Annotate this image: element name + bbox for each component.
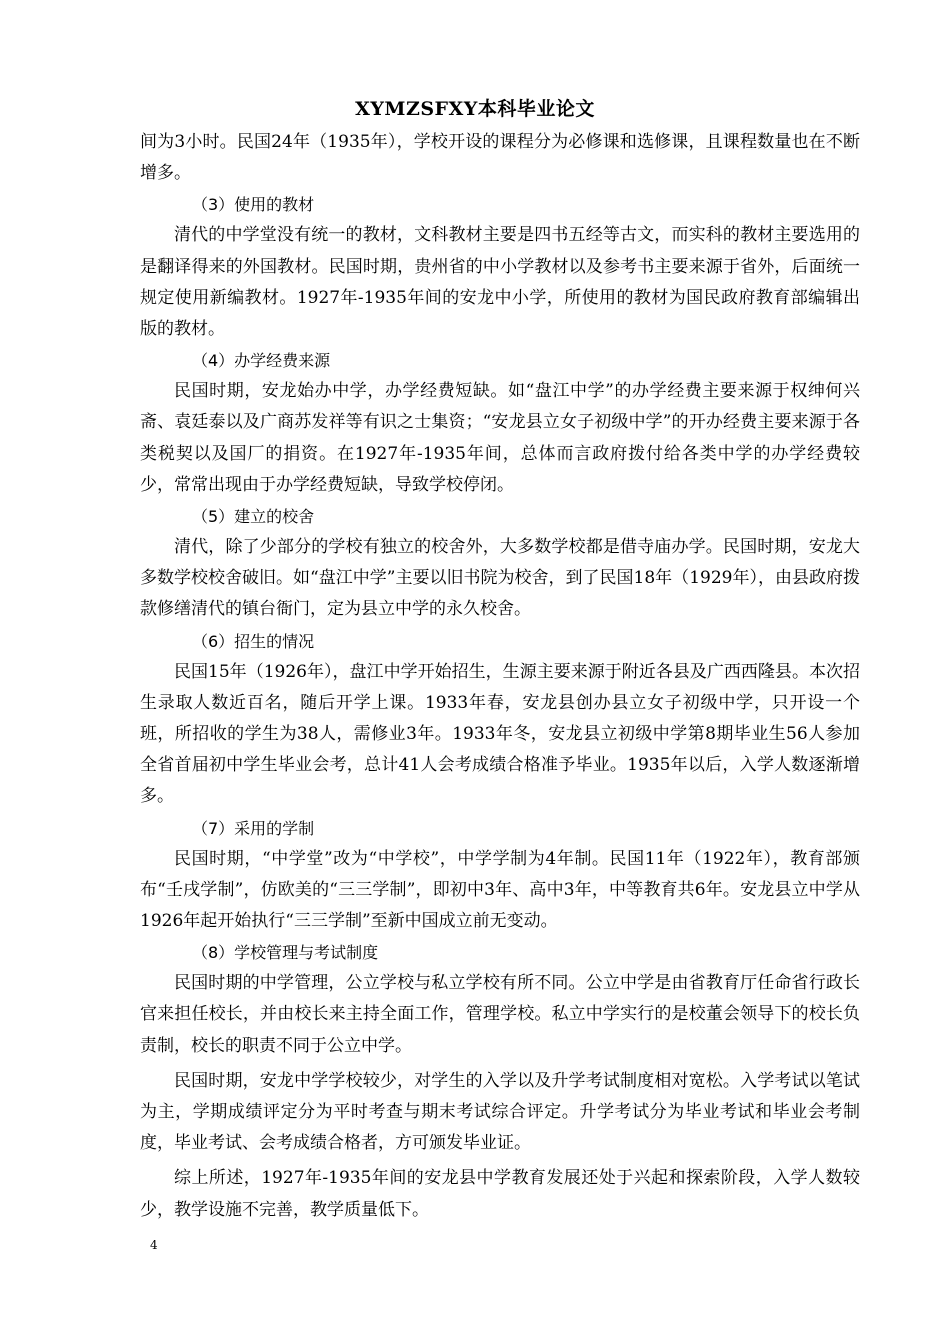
paragraph-enrollment: 民国15年（1926年），盘江中学开始招生，生源主要来源于附近各县及广西西隆县。本次招生录取人数近百名，随后开学上课。1933年春，安龙县创办县立女子初级中学，只开设一个班，所招收的学生为38人，需修业3年。1933年冬，安龙县立初级中学第8期毕业生56人参加全省首届初中学生毕业会考，总计41人会考成绩合格准予毕业。1935年以后，入学人数逐渐增多。 [140,661,860,807]
paragraph-school-system: 民国时期，“中学堂”改为“中学校”，中学学制为4年制。民国11年（1922年），教育部颁布“壬戌学制”，仿欧美的“三三学制”，即初中3年、高中3年，中等教育共6年。安龙县立中学从1926年起开始执行“三三学制”至新中国成立前无变动。 [140,848,860,932]
paragraph-conclusion: 综上所述，1927年-1935年间的安龙县中学教育发展还处于兴起和探索阶段，入学人数较少，教学设施不完善，教学质量低下。 [140,1168,860,1220]
page-number: 4 [150,1238,158,1252]
section-heading-funding: （4）办学经费来源 [192,351,331,371]
section-heading-management: （8）学校管理与考试制度 [192,943,379,963]
paragraph-textbooks: 清代的中学堂没有统一的教材，文科教材主要是四书五经等古文，而实科的教材主要选用的是翻译得来的外国教材。民国时期，贵州省的中小学教材以及参考书主要来源于省外，后面统一规定使用新编教材。1927年-1935年间的安龙中小学，所使用的教材为国民政府教育部编辑出版的教材。 [140,225,860,340]
section-heading-campus: （5）建立的校舍 [192,507,315,527]
page-header: XYMZSFXY本科毕业论文 [355,98,595,120]
section-heading-school-system: （7）采用的学制 [192,818,315,838]
section-heading-textbooks: （3）使用的教材 [192,195,315,215]
paragraph-exams: 民国时期，安龙中学学校较少，对学生的入学以及升学考试制度相对宽松。入学考试以笔试为主，学期成绩评定分为平时考查与期末考试综合评定。升学考试分为毕业考试和毕业会考制度，毕业考试、会考成绩合格者，方可颁发毕业证。 [140,1070,860,1154]
paragraph-funding: 民国时期，安龙始办中学，办学经费短缺。如“盘江中学”的办学经费主要来源于权绅何兴斋、袁廷泰以及广商苏发祥等有识之士集资；“安龙县立女子初级中学”的开办经费主要来源于各类税契以及国厂的捐资。在1927年-1935年间，总体而言政府拨付给各类中学的办学经费较少，常常出现由于办学经费短缺，导致学校停闭。 [140,381,860,495]
paragraph-campus: 清代，除了少部分的学校有独立的校舍外，大多数学校都是借寺庙办学。民国时期，安龙大多数学校校舍破旧。如“盘江中学”主要以旧书院为校舍，到了民国18年（1929年），由县政府拨款修缮清代的镇台衙门，定为县立中学的永久校舍。 [140,537,860,620]
section-heading-enrollment: （6）招生的情况 [192,631,315,651]
paragraph-management: 民国时期的中学管理，公立学校与私立学校有所不同。公立中学是由省教育厅任命省行政长官来担任校长，并由校长来主持全面工作，管理学校。私立中学实行的是校董会领导下的校长负责制，校长的职责不同于公立中学。 [140,973,860,1056]
paragraph-continued: 间为3小时。民国24年（1935年），学校开设的课程分为必修课和选修课，且课程数量也在不断增多。 [140,132,860,184]
document-body [140,127,860,1226]
